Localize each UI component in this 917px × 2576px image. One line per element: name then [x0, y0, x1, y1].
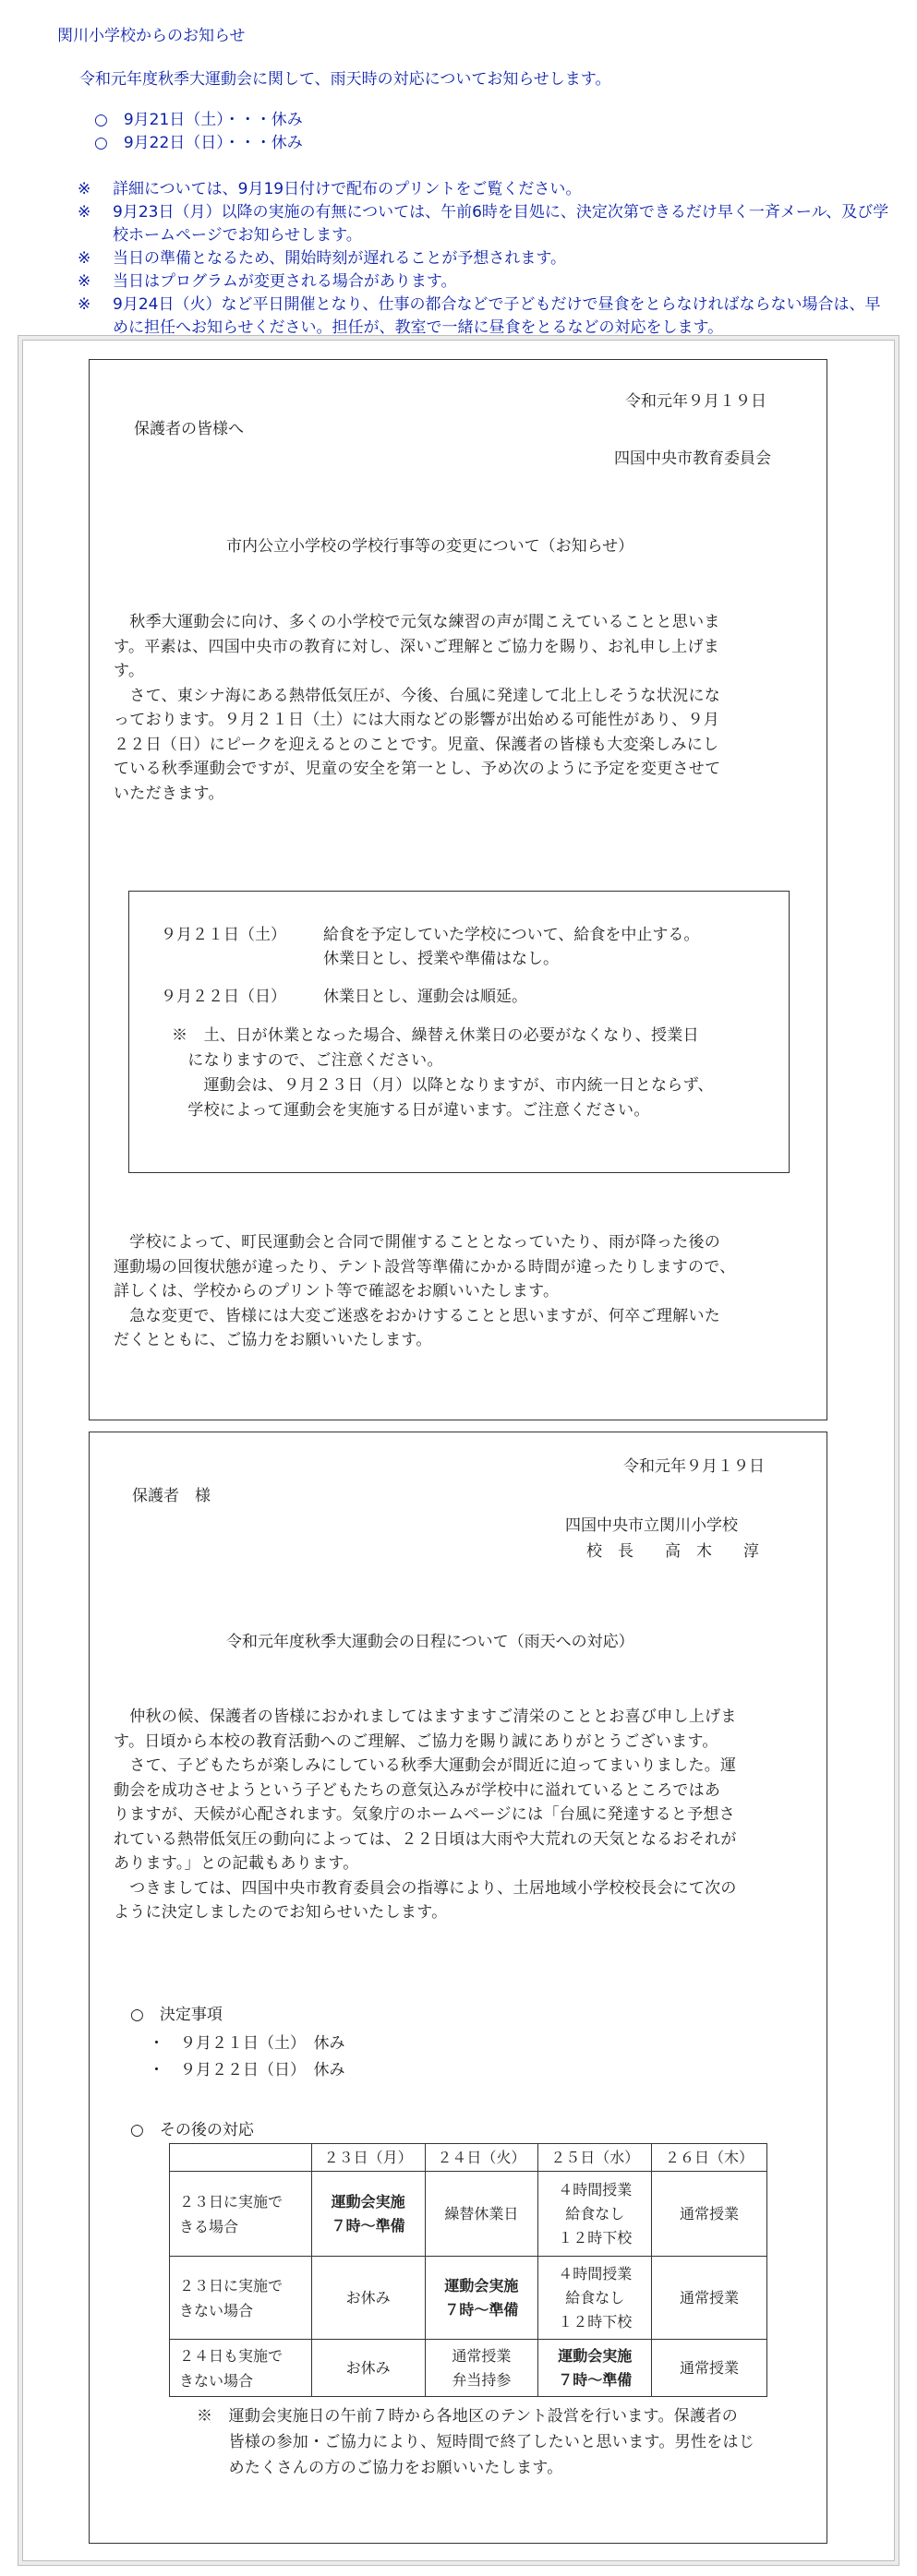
decision-heading: ○ 決定事項 — [130, 2006, 223, 2024]
table-cell: 通常授業 — [652, 2257, 767, 2340]
school-name: 四国中央市立関川小学校 — [565, 1516, 738, 1535]
row-label: ２４日も実施で きない場合 — [170, 2340, 312, 2397]
change-text-22: 休業日とし、運動会は順延。 — [323, 988, 527, 1006]
note-item: ※ 詳細については、9月19日付けで配布のプリントをご覧ください。 — [78, 180, 582, 198]
table-row — [170, 2172, 767, 2257]
table-cell: お休み — [311, 2257, 425, 2340]
holiday-date-21: ○ 9月21日（土）・・・休み — [94, 111, 303, 129]
letter-sender: 四国中央市教育委員会 — [614, 449, 771, 468]
followup-heading: ○ その後の対応 — [130, 2121, 254, 2139]
note-item: ※ 9月24日（火）など平日開催となり、仕事の都合などで子どもだけで昼食をとらなければならない場合は、早めに担任へお知らせください。担任が、教室で一緒に昼食をとるなどの対応をします。 — [78, 295, 881, 337]
table-header-cell: ２４日（火） — [425, 2144, 538, 2172]
row-label: ２３日に実施で きない場合 — [170, 2257, 312, 2340]
table-header-cell — [170, 2144, 312, 2172]
letter-closing: 学校によって、町民運動会と合同で開催することとなっていたり、雨が降った後の 運動場の回復状態が違ったり、テント設営等準備にかかる時間が違ったりしますので、 詳しくは、学校からのプリント等で確認をお願いいたします。 急な変更で、皆様には大変ご迷惑をおかけすることと思いますが、何卒ご理解いた だくとともに、ご協力をお願いいたします。 — [114, 1233, 736, 1349]
table-header-cell: ２５日（水） — [538, 2144, 652, 2172]
school-letter — [89, 1432, 827, 2544]
school-letter-title: 令和元年度秋季大運動会の日程について（雨天への対応） — [226, 1633, 634, 1651]
table-cell: ４時間授業 給食なし １２時下校 — [538, 2257, 652, 2340]
table-cell: 繰替休業日 — [425, 2172, 538, 2257]
row-label: ２３日に実施で きる場合 — [170, 2172, 312, 2257]
table-row — [170, 2340, 767, 2397]
change-date-21: ９月２１日（土） — [161, 926, 286, 944]
notice-notes — [78, 178, 890, 340]
change-note: ※ 土、日が休業となった場合、繰替え休業日の必要がなくなり、授業日 になりますので、ご注意ください。 運動会は、９月２３日（月）以降となりますが、市内統一日とならず、 学校によって運動会を実施する日が違います。ご注意ください。 — [172, 1026, 714, 1120]
table-cell: 運動会実施 ７時～準備 — [311, 2172, 425, 2257]
note-item: ※ 当日の準備となるため、開始時刻が遅れることが予想されます。 — [78, 249, 566, 268]
notice-intro: 令和元年度秋季大運動会に関して、雨天時の対応についてお知らせします。 — [79, 70, 611, 89]
change-date-22: ９月２２日（日） — [161, 988, 286, 1006]
letter-title: 市内公立小学校の学校行事等の変更について（お知らせ） — [226, 537, 634, 556]
table-header-cell: ２６日（木） — [652, 2144, 767, 2172]
letter-recipient: 保護者の皆様へ — [134, 420, 244, 438]
holiday-dates — [94, 109, 303, 155]
table-header-row — [170, 2144, 767, 2172]
schedule-table — [169, 2143, 767, 2397]
table-header-cell: ２３日（月） — [311, 2144, 425, 2172]
school-letter-body: 仲秋の候、保護者の皆様におかれましてはますますご清栄のこととお喜び申し上げま す。日頃から本校の教育活動へのご理解、ご協力を賜り誠にありがとうございます。 さて、子どもたちが楽しみにしている秋季大運動会が間近に迫ってまいりました。運 動会を成功させようという子どもたちの意気込みが学校中に溢れているところではあ りますが、天候が心配されます。気象庁のホームページには「台風に発達すると予想さ れている熱帯低気圧の動向によっては、２２日頃は大雨や大荒れの天気となるおそれが あります。」との記載もあります。 つきましては、四国中央市教育委員会の指導により、土居地域小学校校長会にて次の ように決定しましたのでお知らせいたします。 — [114, 1707, 737, 1922]
board-of-education-letter — [89, 359, 827, 1420]
table-cell: 運動会実施 ７時～準備 — [538, 2340, 652, 2397]
table-cell: 通常授業 — [652, 2172, 767, 2257]
principal-name: 校 長 高 木 淳 — [586, 1542, 759, 1561]
letter-date: 令和元年９月１９日 — [625, 392, 766, 411]
table-cell: ４時間授業 給食なし １２時下校 — [538, 2172, 652, 2257]
table-cell: 通常授業 弁当持参 — [425, 2340, 538, 2397]
change-text-21a: 給食を予定していた学校について、給食を中止する。 — [323, 926, 700, 944]
notice-title: 関川小学校からのお知らせ — [57, 27, 246, 45]
decision-item: ・ ９月２２日（日） 休み — [149, 2061, 345, 2079]
table-cell: 通常授業 — [652, 2340, 767, 2397]
table-cell: お休み — [311, 2340, 425, 2397]
decision-list — [149, 2031, 345, 2084]
note-item: ※ 当日はプログラムが変更される場合があります。 — [78, 272, 457, 291]
table-cell: 運動会実施 ７時～準備 — [425, 2257, 538, 2340]
note-item: ※ 9月23日（月）以降の実施の有無については、午前6時を目処に、決定次第できるだけ早く一斉メール、及び学校ホームページでお知らせします。 — [78, 203, 889, 245]
school-letter-footnote: ※ 運動会実施日の午前７時から各地区のテント設営を行います。保護者の 皆様の参加・ご協力により、短時間で終了したいと思います。男性をはじ めたくさんの方のご協力をお願いいたします。 — [197, 2407, 755, 2477]
table-row — [170, 2257, 767, 2340]
school-letter-date: 令和元年９月１９日 — [623, 1457, 765, 1476]
school-letter-recipient: 保護者 様 — [132, 1487, 211, 1505]
decision-item: ・ ９月２１日（土） 休み — [149, 2034, 345, 2053]
schedule-change-box — [128, 891, 790, 1173]
letter-body: 秋季大運動会に向け、多くの小学校で元気な練習の声が聞こえていることと思いま す。平素は、四国中央市の教育に対し、深いご理解とご協力を賜り、お礼申し上げま す。 さて、東シナ海にある熱帯低気圧が、今後、台風に発達して北上しそうな状況にな っております。９月２１日（土）には大雨などの影響が出始める可能性があり、９月 ２２日（日）にピークを迎えるとのことです。児童、保護者の皆様も大変楽しみにし ている秋季運動会ですが、児童の安全を第一とし、予め次のように予定を変更させて いただきます。 — [114, 613, 721, 803]
change-text-21b: 休業日とし、授業や準備はなし。 — [323, 950, 559, 968]
holiday-date-22: ○ 9月22日（日）・・・休み — [94, 134, 303, 152]
